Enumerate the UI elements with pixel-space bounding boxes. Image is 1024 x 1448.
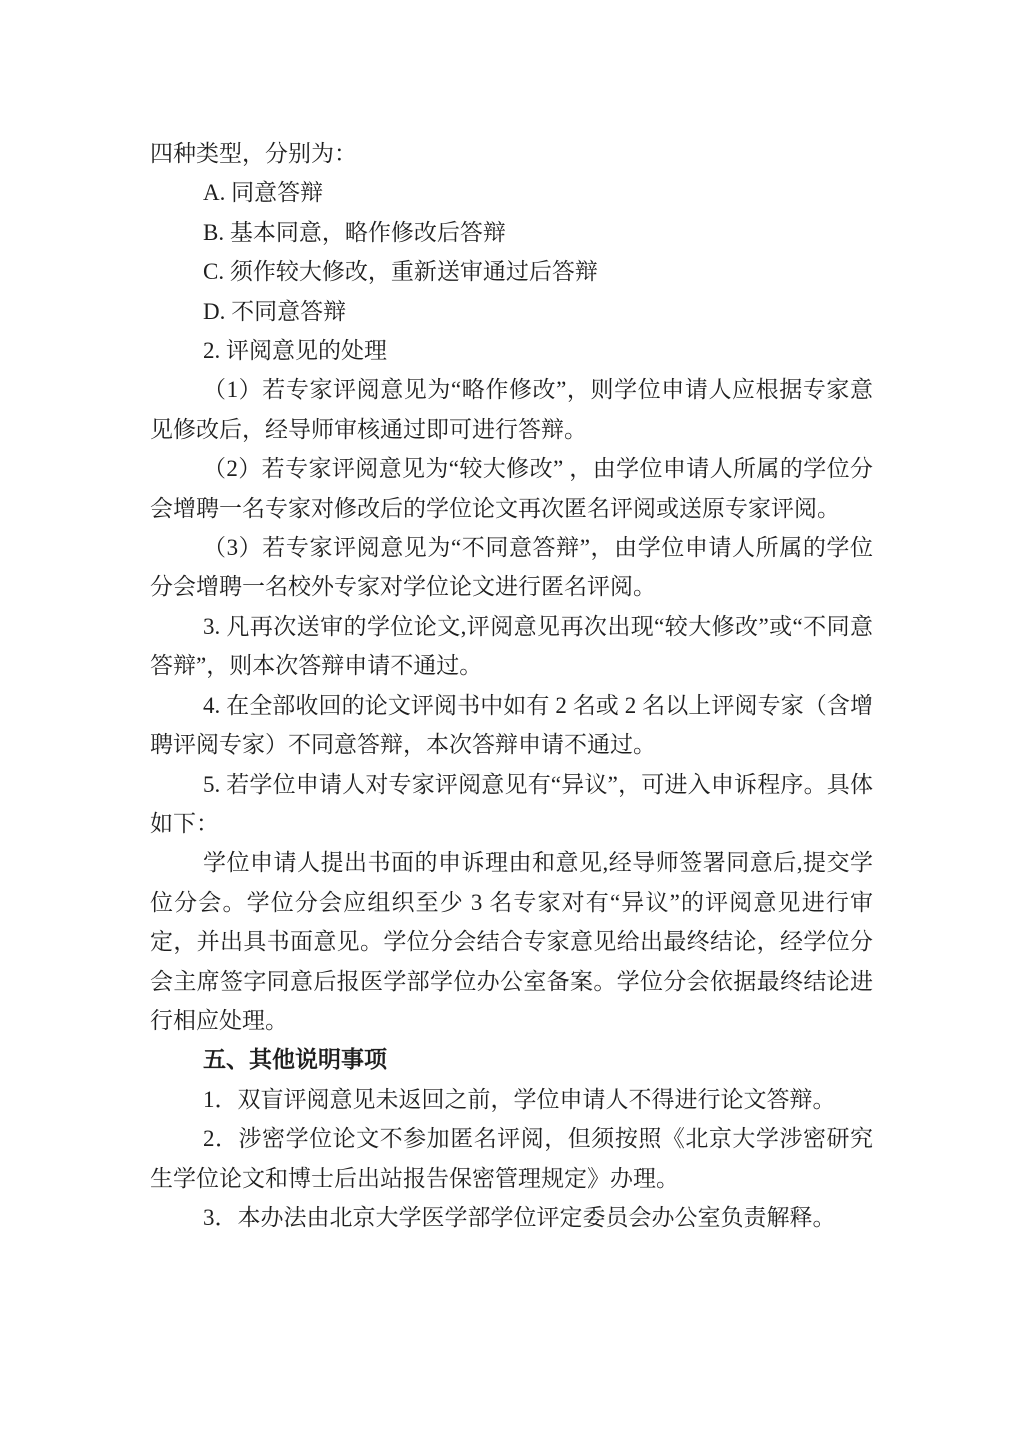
rule-objection: 5. 若学位申请人对专家评阅意见有“异议”，可进入申诉程序。具体如下： bbox=[150, 771, 873, 836]
rule-two-experts-disagree: 4. 在全部收回的论文评阅书中如有 2 名或 2 名以上评阅专家（含增聘评阅专家）不同意答辩，本次答辩申请不通过。 bbox=[150, 692, 873, 758]
conclusion-type-c: C. 须作较大修改，重新送审通过后答辩 bbox=[203, 259, 598, 285]
appeal-procedure-paragraph: 学位申请人提出书面的申诉理由和意见,经导师签署同意后,提交学位分会。学位分会应组织至少 3 名专家对有“异议”的评阅意见进行审定，并出具书面意见。学位分会结合专家意见给出最终结论，经学位分会主席签字同意后报医学部学位办公室备案。学位分会依据最终结论进行相应处理。 bbox=[150, 850, 873, 1033]
other-note-2: 2．涉密学位论文不参加匿名评阅，但须按照《北京大学涉密研究生学位论文和博士后出站报告保密管理规定》办理。 bbox=[150, 1126, 873, 1191]
review-case-disagree-defense: （3）若专家评阅意见为“不同意答辩”，由学位申请人所属的学位分会增聘一名校外专家对学位论文进行匿名评阅。 bbox=[150, 535, 873, 600]
other-note-1: 1．双盲评阅意见未返回之前，学位申请人不得进行论文答辩。 bbox=[203, 1086, 836, 1112]
intro-line: 四种类型，分别为： bbox=[150, 141, 357, 166]
review-case-minor-revision: （1）若专家评阅意见为“略作修改”，则学位申请人应根据专家意见修改后，经导师审核通过即可进行答辩。 bbox=[150, 377, 873, 442]
rule-resubmission: 3. 凡再次送审的学位论文,评阅意见再次出现“较大修改”或“不同意答辩”，则本次答辩申请不通过。 bbox=[150, 613, 873, 679]
review-case-major-revision: （2）若专家评阅意见为“较大修改” ，由学位申请人所属的学位分会增聘一名专家对修改后的学位论文再次匿名评阅或送原专家评阅。 bbox=[150, 456, 873, 521]
conclusion-type-b: B. 基本同意，略作修改后答辩 bbox=[203, 219, 506, 245]
conclusion-type-d: D. 不同意答辩 bbox=[203, 298, 347, 324]
section-other-notes-heading: 五、其他说明事项 bbox=[203, 1046, 387, 1073]
other-note-3: 3．本办法由北京大学医学部学位评定委员会办公室负责解释。 bbox=[203, 1204, 836, 1230]
review-handling-heading: 2. 评阅意见的处理 bbox=[203, 338, 387, 364]
conclusion-type-a: A. 同意答辩 bbox=[203, 180, 324, 206]
